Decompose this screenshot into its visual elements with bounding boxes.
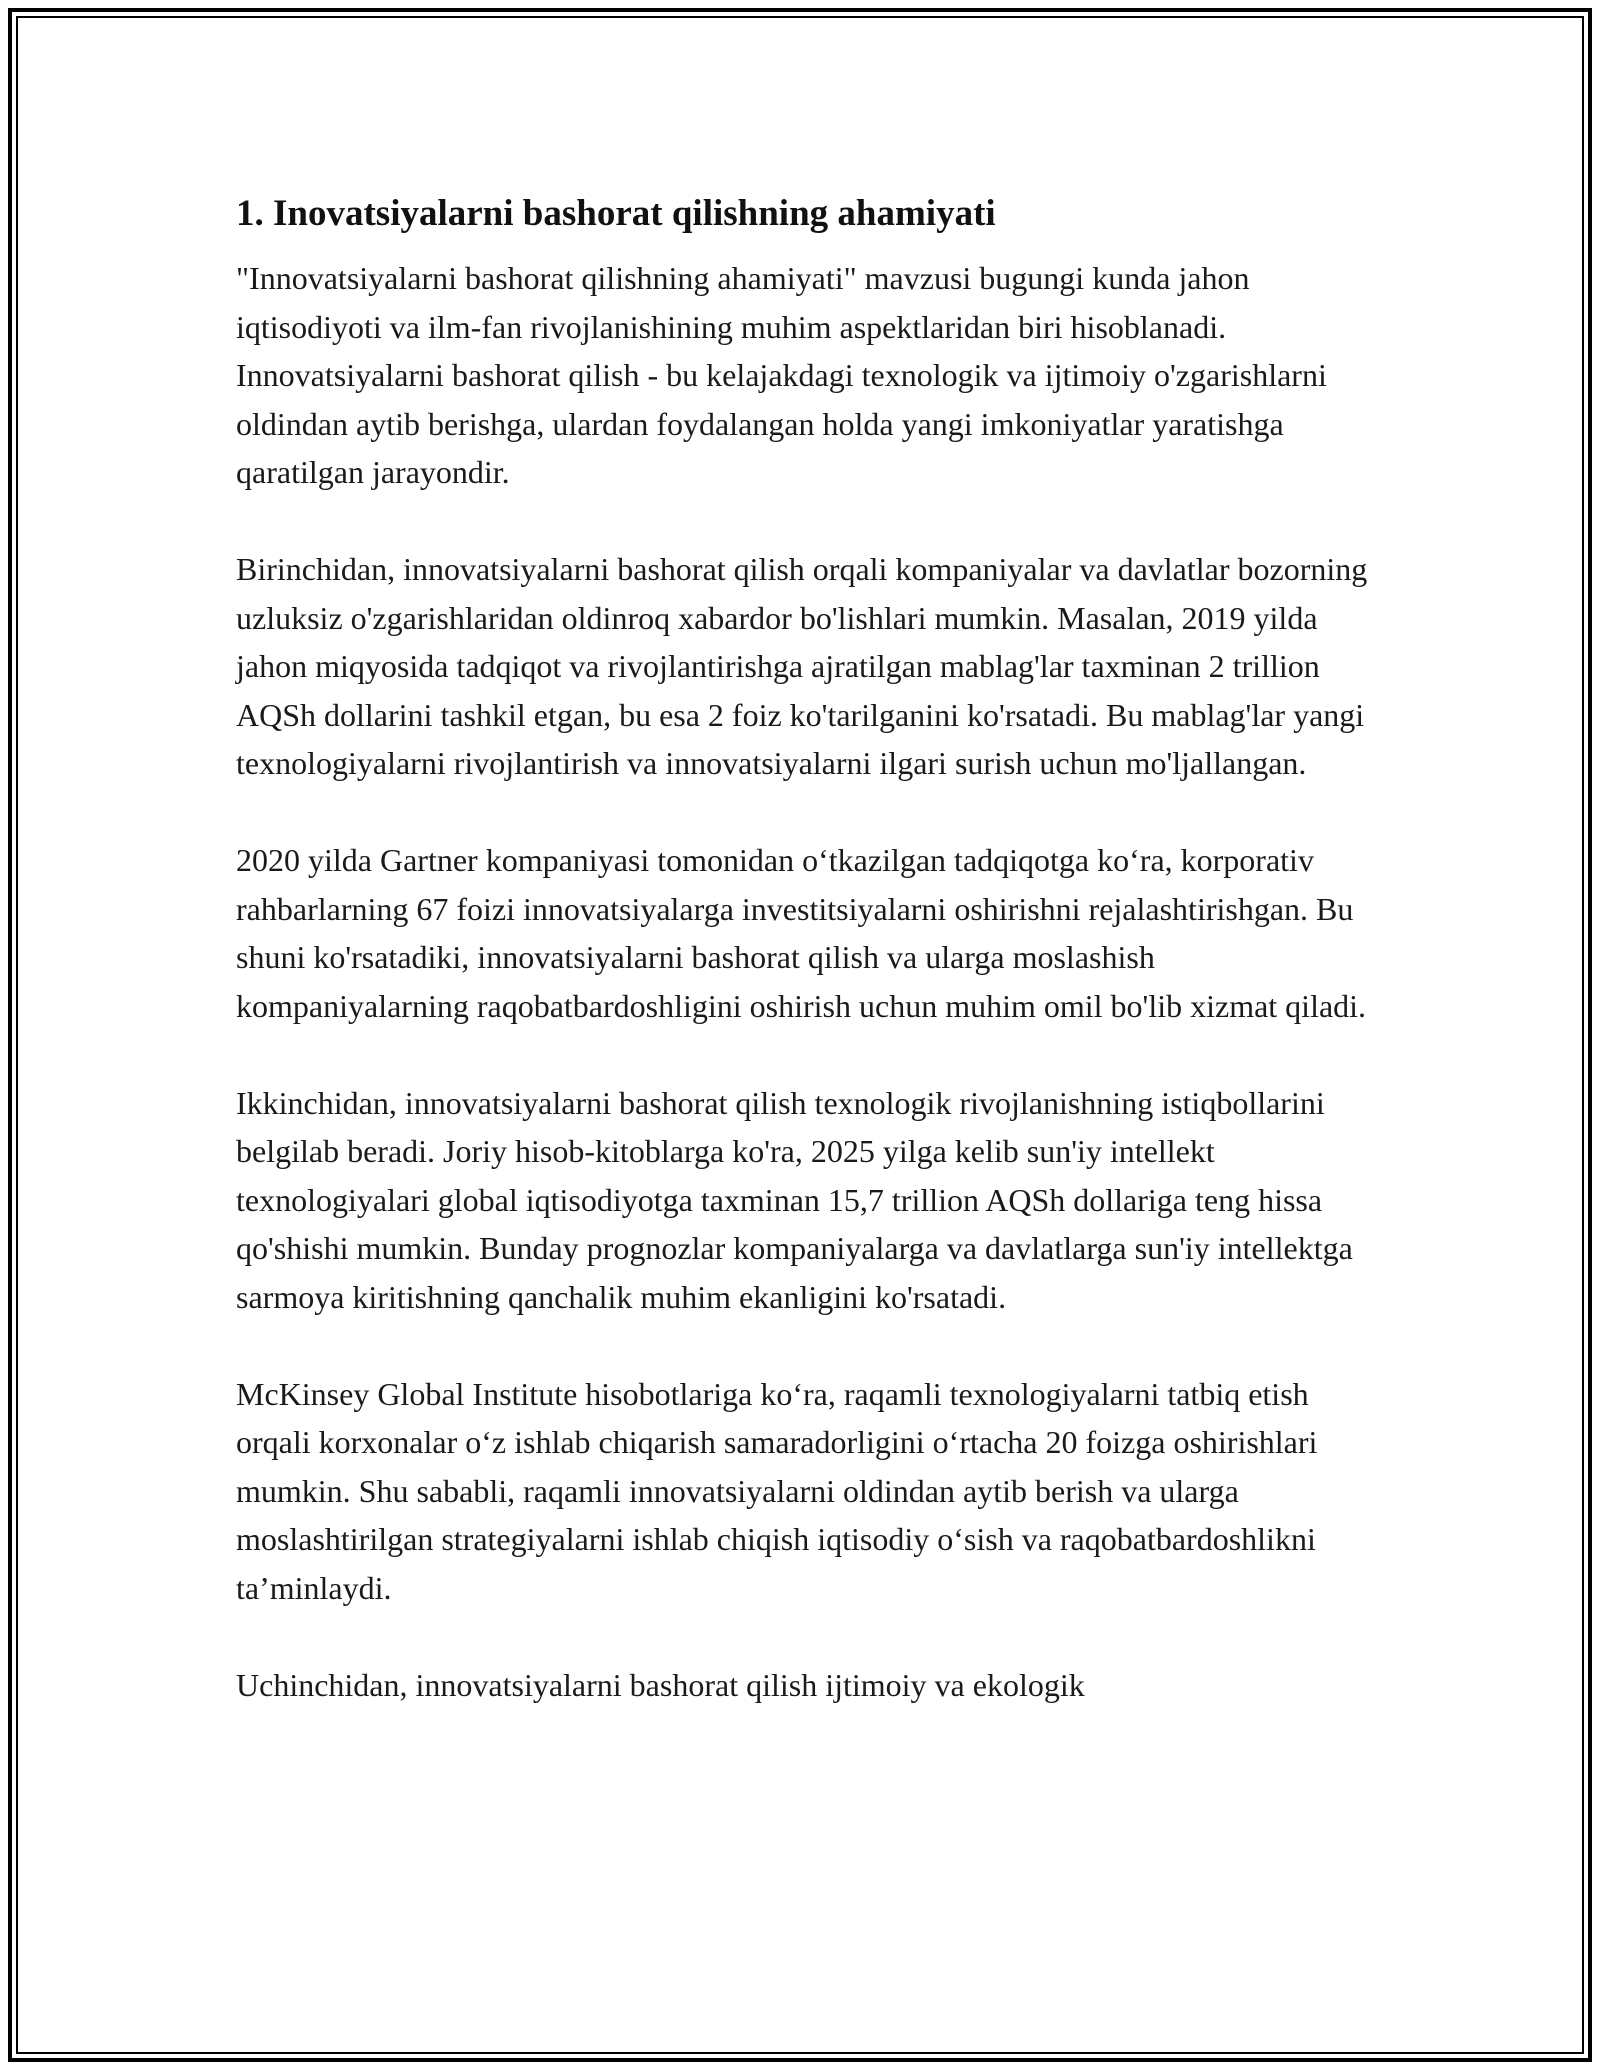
paragraph-thirdly: Uchinchidan, innovatsiyalarni bashorat qilish ijtimoiy va ekologik <box>236 1666 1085 1703</box>
paragraph-gartner: 2020 yilda Gartner kompaniyasi tomonidan o‘tkazilgan tadqiqotga ko‘ra, korporativ rahbarlarning 67 foizi innovatsiyalarga investitsiyalarni oshirishni rejalashtirishgan. Bu shuni ko'rsatadiki, innovatsiyalarni bashorat qilish va ularga moslashish kompaniyalarning raqobatbardoshligini oshirish uchun muhim omil bo'lib xizmat qiladi. <box>236 842 1367 1024</box>
paragraph-secondly: Ikkinchidan, innovatsiyalarni bashorat qilish texnologik rivojlanishning istiqbollarini belgilab beradi. Joriy hisob-kitoblarga ko'ra, 2025 yilga kelib sun'iy intellekt texnologiyalari global iqtisodiyotga taxminan 15,7 trillion AQSh dollariga teng hissa qo'shishi mumkin. Bunday prognozlar kompaniyalarga va davlatlarga sun'iy intellektga sarmoya kiritishning qanchalik muhim ekanligini ko'rsatadi. <box>236 1084 1353 1315</box>
paragraph-mckinsey: McKinsey Global Institute hisobotlariga ko‘ra, raqamli texnologiyalarni tatbiq etish orqali korxonalar o‘z ishlab chiqarish samaradorligini o‘rtacha 20 foizga oshirishlari mumkin. Shu sababli, raqamli innovatsiyalarni oldindan aytib berish va ularga moslashtirilgan strategiyalarni ishlab chiqish iqtisodiy o‘sish va raqobatbardoshlikni ta’minlaydi. <box>236 1375 1318 1606</box>
section-heading: 1. Inovatsiyalarni bashorat qilishning ahamiyati <box>236 193 996 234</box>
document-page <box>236 186 1376 1709</box>
paragraph-firstly: Birinchidan, innovatsiyalarni bashorat qilish orqali kompaniyalar va davlatlar bozorning uzluksiz o'zgarishlaridan oldinroq xabardor bo'lishlari mumkin. Masalan, 2019 yilda jahon miqyosida tadqiqot va rivojlantirishga ajratilgan mablag'lar taxminan 2 trillion AQSh dollarini tashkil etgan, bu esa 2 foiz ko'tarilganini ko'rsatadi. Bu mablag'lar yangi texnologiyalarni rivojlantirish va innovatsiyalarni ilgari surish uchun mo'ljallangan. <box>236 551 1368 781</box>
paragraph-intro: "Innovatsiyalarni bashorat qilishning ahamiyati" mavzusi bugungi kunda jahon iqtisodiyoti va ilm-fan rivojlanishining muhim aspektlaridan biri hisoblanadi. Innovatsiyalarni bashorat qilish - bu kelajakdagi texnologik va ijtimoiy o'zgarishlarni oldindan aytib berishga, ulardan foydalangan holda yangi imkoniyatlar yaratishga qaratilgan jarayondir. <box>236 260 1327 490</box>
